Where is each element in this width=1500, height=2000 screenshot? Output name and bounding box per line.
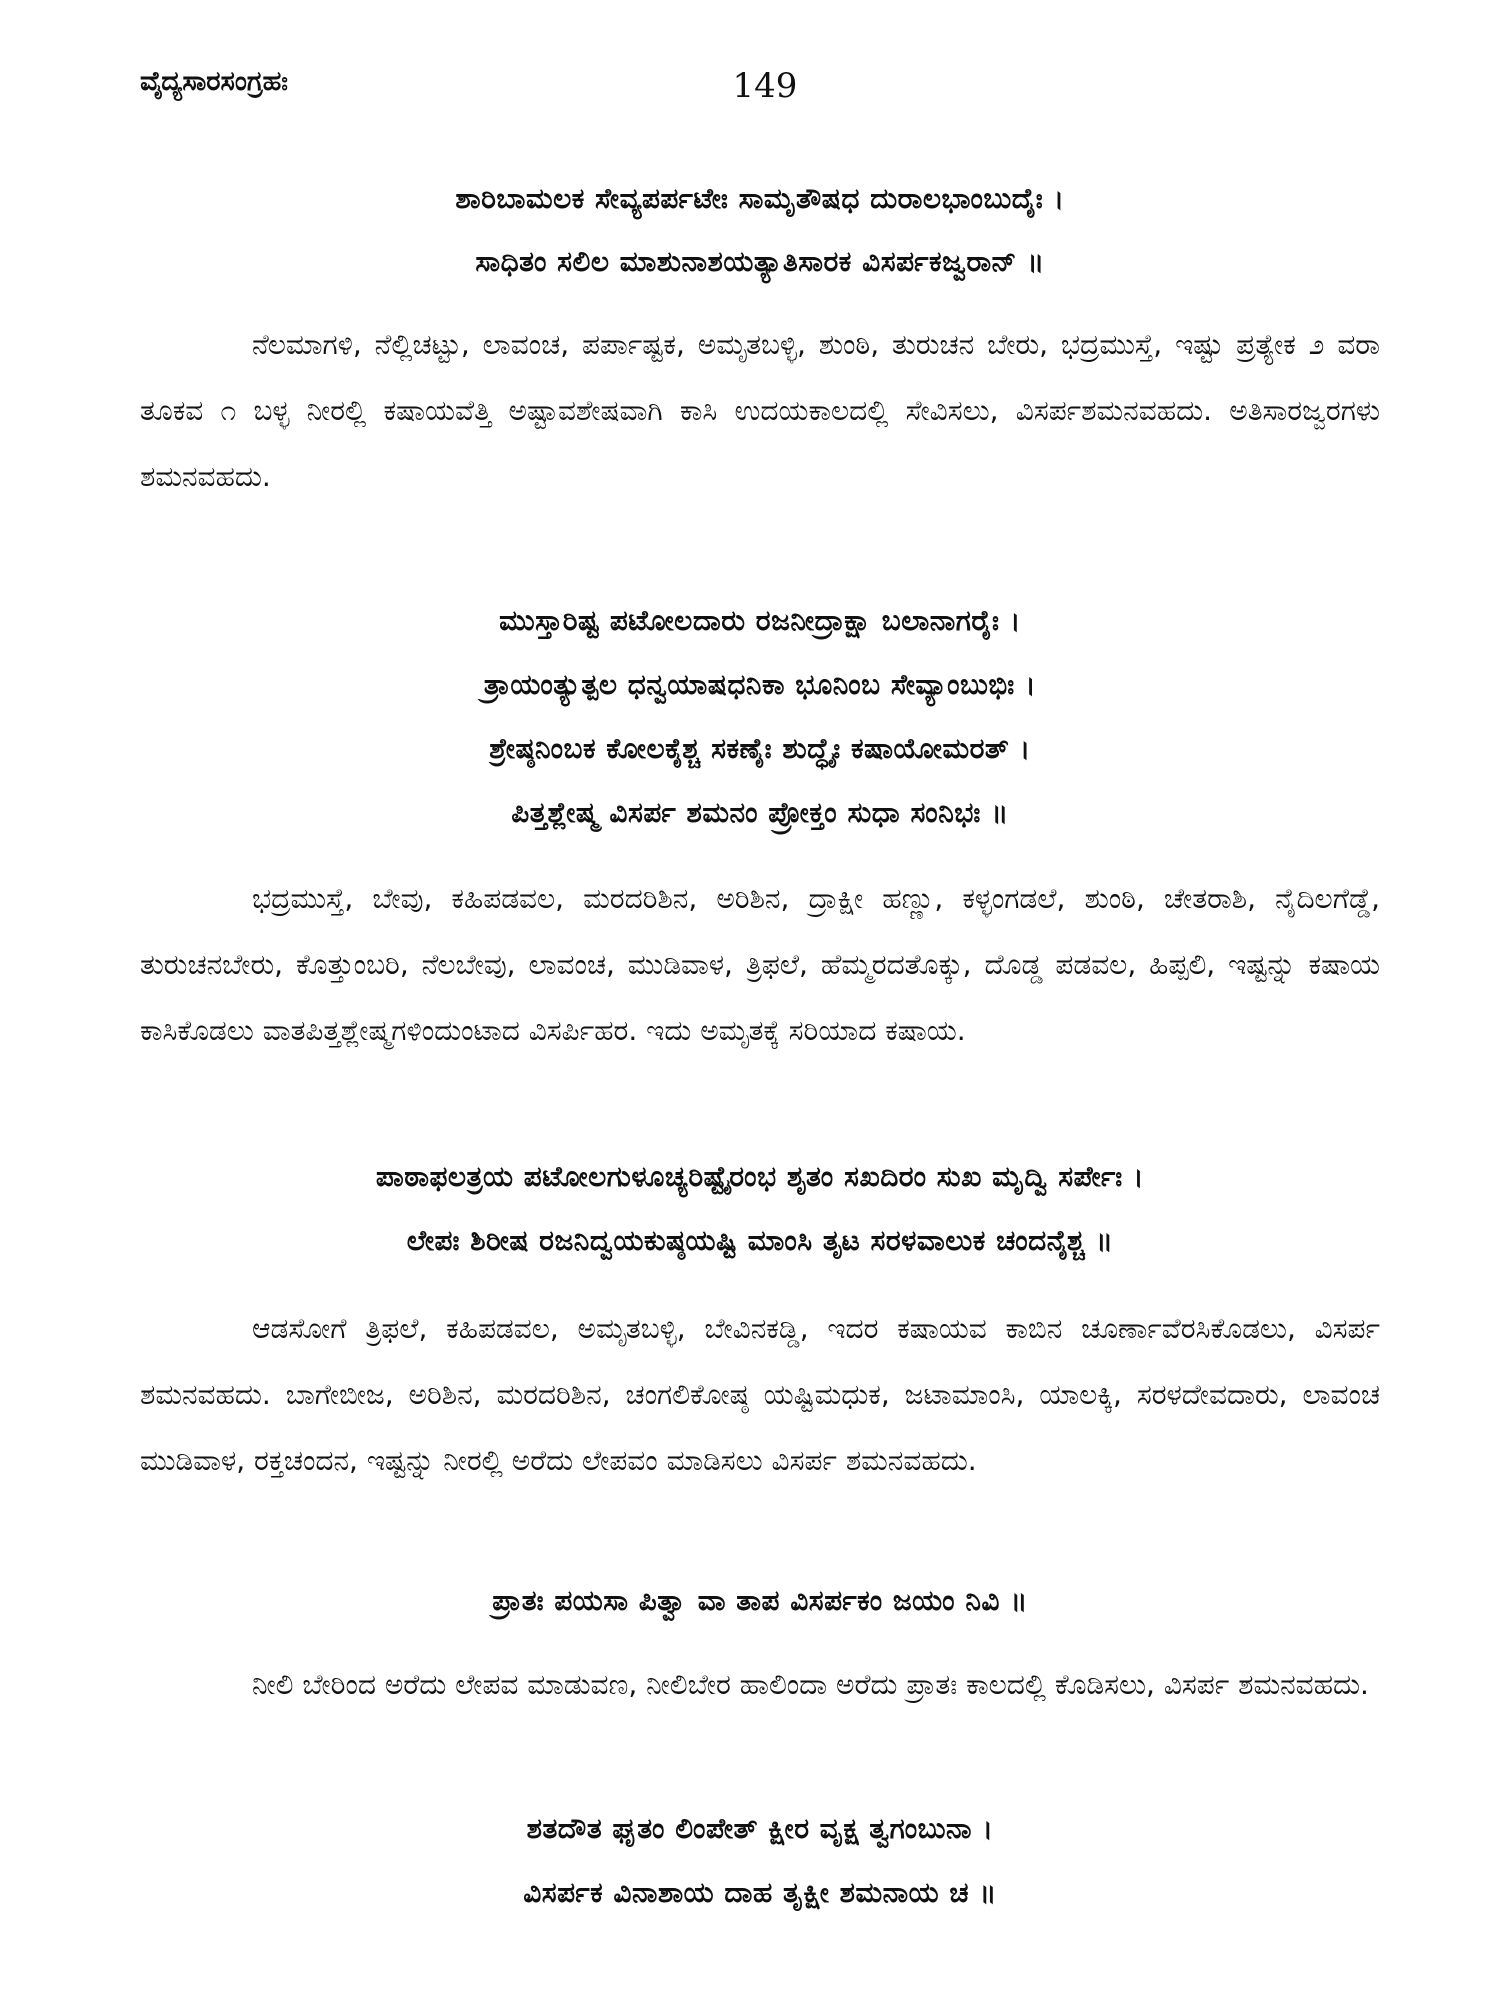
paragraph-4: ನೀಲಿ ಬೇರಿಂದ ಅರೆದು ಲೇಪವ ಮಾಡುವಣ, ನೀಲಿಬೇರ ಹಾಲಿಂದಾ ಅರೆದು ಪ್ರಾತಃ ಕಾಲದಲ್ಲಿ ಕೊಡಿಸಲು, ವಿಸರ್ಪ ಶಮನವಹದು. (252, 1668, 1369, 1701)
page-number: 149 (732, 66, 798, 106)
running-header-title: ವೈದ್ಯಸಾರಸಂಗ್ರಹಃ (140, 66, 289, 97)
verse-5-line-1: ಶತದೌತ ಘೃತಂ ಲಿಂಪೇತ್ ಕ್ಷೀರ ವೃಕ್ಷ ತ್ವಗಂಬುನಾ । (526, 1812, 994, 1845)
verse-2-line-2: ತ್ರಾಯಂತ್ಯುತ್ಪಲ ಧನ್ವಯಾಷಧನಿಕಾ ಭೂನಿಂಬ ಸೇವ್ಯಾಂಬುಭಿಃ । (483, 668, 1037, 701)
paragraph-2: ಭದ್ರಮುಸ್ತೆ, ಬೇವು, ಕಹಿಪಡವಲ, ಮರದರಿಶಿನ, ಅರಿಶಿನ, ದ್ರಾಕ್ಷೀ ಹಣ್ಣು, ಕಳ್ಳಂಗಡಲೆ, ಶುಂಠಿ, ಚೇತರಾಶಿ, ನೈದಿಲಗೆಡ್ಡೆ, ತುರುಚನಬೇರು, ಕೊತ್ತುಂಬರಿ, ನೆಲಬೇವು, ಲಾವಂಚ, ಮುಡಿವಾಳ, ತ್ರಿಫಲೆ, ಹೆಮ್ಮರದತೊಕ್ಕು, ದೊಡ್ಡ ಪಡವಲ, ಹಿಪ್ಪಲಿ, ಇಷ್ಟನ್ನು ಕಷಾಯ ಕಾಸಿಕೊಡಲು ವಾತಪಿತ್ತಶ್ಲೇಷ್ಮಗಳಿಂದುಂಟಾದ ವಿಸರ್ಪಿಹರ. ಇದು ಅಮೃತಕ್ಕೆ ಸರಿಯಾದ ಕಷಾಯ. (140, 882, 1380, 1047)
verse-2-line-4: ಪಿತ್ತಶ್ಲೇಷ್ಮ ವಿಸರ್ಪ ಶಮನಂ ಪ್ರೋಕ್ತಂ ಸುಧಾ ಸಂನಿಭಃ ॥ (511, 796, 1009, 829)
verse-3-line-1: ಪಾಠಾಫಲತ್ರಯ ಪಟೋಲಗುಳೂಚ್ಯರಿಷ್ಟೈರಂಭ ಶೃತಂ ಸಖದಿರಂ ಸುಖ ಮೃದ್ವಿ ಸರ್ಪೇಃ । (375, 1160, 1145, 1193)
verse-3-line-2: ಲೇಪಃ ಶಿರೀಷ ರಜನಿದ್ವಯಕುಷ್ಠಯಷ್ಟಿ ಮಾಂಸಿ ತೃಟ ಸರಳವಾಲುಕ ಚಂದನೈಶ್ಚ ॥ (406, 1224, 1114, 1257)
paragraph-3: ಆಡಸೋಗೆ ತ್ರಿಫಲೆ, ಕಹಿಪಡವಲ, ಅಮೃತಬಳ್ಳಿ, ಬೇವಿನಕಡ್ಡಿ, ಇದರ ಕಷಾಯವ ಕಾಬಿನ ಚೂರ್ಣಾವೆರಸಿಕೊಡಲು, ವಿಸರ್ಪ ಶಮನವಹದು. ಬಾಗೇಬೀಜ, ಅರಿಶಿನ, ಮರದರಿಶಿನ, ಚಂಗಲಿಕೋಷ್ಠ ಯಷ್ಟಿಮಧುಕ, ಜಟಾಮಾಂಸಿ, ಯಾಲಕ್ಕಿ, ಸರಳದೇವದಾರು, ಲಾವಂಚ ಮುಡಿವಾಳ, ರಕ್ತಚಂದನ, ಇಷ್ಟನ್ನು ನೀರಲ್ಲಿ ಅರೆದು ಲೇಪವಂ ಮಾಡಿಸಲು ವಿಸರ್ಪ ಶಮನವಹದು. (140, 1312, 1380, 1477)
verse-1-line-2: ಸಾಧಿತಂ ಸಲಿಲ ಮಾಶುನಾಶಯತ್ಯಾತಿಸಾರಕ ವಿಸರ್ಪಕಜ್ವರಾನ್ ॥ (475, 245, 1045, 278)
paragraph-1: ನೆಲಮಾಗಳಿ, ನೆಲ್ಲಿಚಟ್ಟು, ಲಾವಂಚ, ಪರ್ಪಾಷ್ಟಕ, ಅಮೃತಬಳ್ಳಿ, ಶುಂಠಿ, ತುರುಚನ ಬೇರು, ಭದ್ರಮುಸ್ತೆ, ಇಷ್ಟು ಪ್ರತ್ಯೇಕ ೨ ವರಾ ತೂಕವ ೧ ಬಳ್ಳ ನೀರಲ್ಲಿ ಕಷಾಯವೆತ್ತಿ ಅಷ್ಟಾವಶೇಷವಾಗಿ ಕಾಸಿ ಉದಯಕಾಲದಲ್ಲಿ ಸೇವಿಸಲು, ವಿಸರ್ಪಶಮನವಹದು. ಅತಿಸಾರಜ್ವರಗಳು ಶಮನವಹದು. (140, 328, 1380, 493)
verse-5-line-2: ವಿಸರ್ಪಕ ವಿನಾಶಾಯ ದಾಹ ತೃಕ್ಷೀ ಶಮನಾಯ ಚ ॥ (523, 1876, 997, 1909)
verse-4-line-1: ಪ್ರಾತಃ ಪಯಸಾ ಪಿತ್ವಾ ವಾ ತಾಪ ವಿಸರ್ಪಕಂ ಜಯಂ ನಿವಿ ॥ (492, 1584, 1028, 1617)
verse-2-line-3: ಶ್ರೇಷ್ಠನಿಂಬಕ ಕೋಲಕೈಶ್ಚ ಸಕಣೈಃ ಶುದ್ಧೈಃ ಕಷಾಯೋಮರತ್ । (489, 732, 1031, 765)
verse-1-line-1: ಶಾರಿಬಾಮಲಕ ಸೇವ್ಯಪರ್ಪಟೇಃ ಸಾಮೃತೌಷಧ ದುರಾಲಭಾಂಬುದೈಃ । (455, 182, 1065, 215)
verse-2-line-1: ಮುಸ್ತಾರಿಷ್ಟ ಪಟೋಲದಾರು ರಜನೀದ್ರಾಕ್ಷಾ ಬಲಾನಾಗರೈಃ । (499, 604, 1021, 637)
